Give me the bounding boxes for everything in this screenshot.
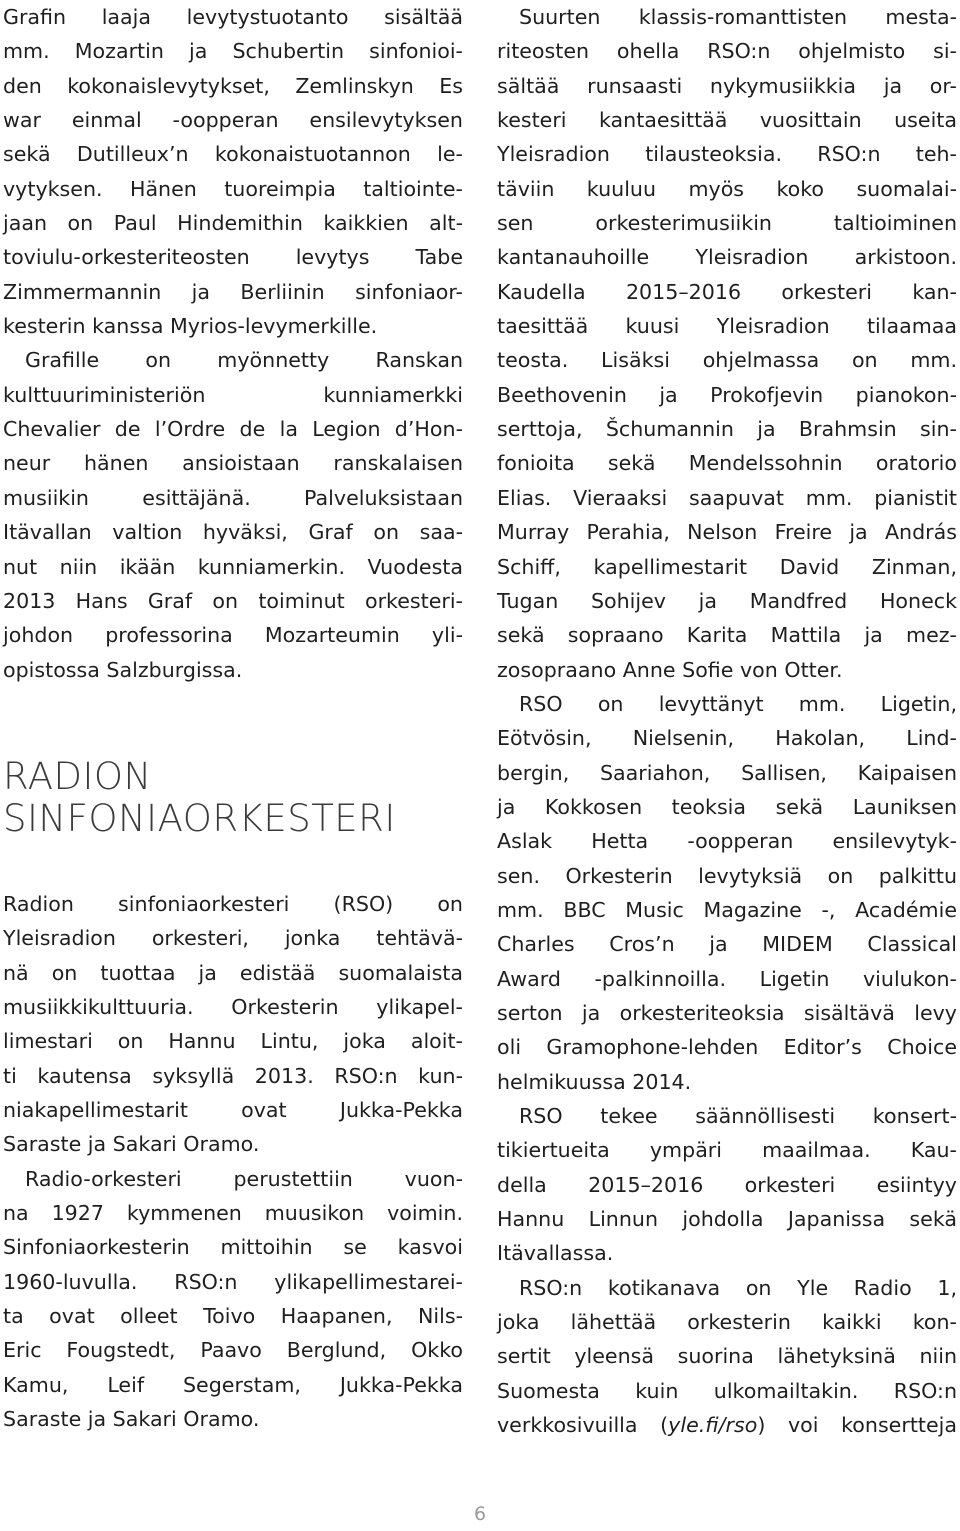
text-line: Kamu, Leif Segerstam, Jukka-Pekka: [3, 1372, 463, 1397]
text-line: ja Kokkosen teoksia sekä Launiksen: [497, 794, 957, 819]
text-line: Suurten klassis-romanttisten mesta-: [519, 5, 957, 29]
text-line: nä on tuottaa ja edistää suomalaista: [3, 960, 463, 985]
text-line: Tugan Sohijev ja Mandfred Honeck: [497, 588, 957, 613]
paragraph-rso-recordings: [497, 687, 957, 1099]
text-line: teosta. Lisäksi ohjelmassa on mm.: [497, 348, 957, 373]
text-line: riteosten ohella RSO:n ohjelmisto si-: [497, 39, 957, 64]
text-line: Kaudella 2015–2016 orkesteri kan-: [497, 279, 957, 304]
text-line: Itävallassa.: [497, 1241, 614, 1266]
text-line: war einmal -oopperan ensilevytyksen: [3, 108, 463, 133]
text-line: Hannu Linnun johdolla Japanissa sekä: [497, 1207, 957, 1232]
text-line: johdon professorina Mozarteumin yli-: [3, 623, 463, 648]
text-line: sältää runsaasti nykymusiikkia ja or-: [497, 73, 957, 98]
text-line: [497, 1408, 957, 1442]
text-line: den kokonaislevytykset, Zemlinskyn Es: [3, 73, 463, 98]
text-line: musiikin esittäjänä. Palveluksistaan: [3, 485, 463, 510]
text-line: Eric Fougstedt, Paavo Berglund, Okko: [3, 1338, 463, 1363]
text-line: Yleisradion orkesteri, jonka tehtävä-: [3, 926, 463, 951]
text-line: sen orkesterimusiikin taltioiminen: [497, 211, 957, 236]
text-line: joka lähettää orkesterin kaikki kon-: [497, 1310, 957, 1335]
text-line: della 2015–2016 orkesteri esiintyy: [497, 1172, 957, 1197]
text-line: Yleisradion tilausteoksia. RSO:n teh-: [497, 142, 957, 167]
text-line: Itävallan valtion hyväksi, Graf on saa-: [3, 520, 463, 545]
text-line: Murray Perahia, Nelson Freire ja András: [497, 520, 957, 545]
text-line: musiikkikulttuuria. Orkesterin ylikapel-: [3, 995, 463, 1020]
text-line: serton ja orkesteriteoksia sisältävä levy: [497, 1000, 957, 1025]
paragraph-rso-repertoire: [497, 0, 957, 687]
text-fragment: verkkosivuilla (: [497, 1413, 669, 1438]
text-line: Eötvösin, Nielsenin, Hakolan, Lind-: [497, 726, 957, 751]
text-line: jaan on Paul Hindemithin kaikkien alt-: [3, 211, 463, 236]
paragraph-graf-honours: [3, 343, 463, 686]
left-column-lower: [3, 887, 463, 1437]
section-heading: [3, 756, 396, 840]
text-line: oli Gramophone-lehden Editor’s Choice: [497, 1035, 957, 1060]
left-column: [3, 0, 463, 687]
text-line: mm. Mozartin ja Schubertin sinfonioi-: [3, 39, 463, 64]
text-fragment: ) voi konsertteja: [757, 1413, 957, 1438]
paragraph-rso-intro: [3, 887, 463, 1162]
text-line: sertit yleensä suorina lähetyksinä niin: [497, 1344, 957, 1369]
text-line: ti kautensa syksyllä 2013. RSO:n kun-: [3, 1063, 463, 1088]
text-line: Grafin laaja levytystuotanto sisältää: [3, 5, 463, 29]
text-line: Award -palkinnoilla. Ligetin viulukon-: [497, 966, 957, 991]
text-line: Radion sinfoniaorkesteri (RSO) on: [3, 892, 463, 916]
text-line: Saraste ja Sakari Oramo.: [3, 1132, 260, 1157]
text-line: RSO on levyttänyt mm. Ligetin,: [519, 691, 957, 716]
text-line: neur hänen ansioistaan ranskalaisen: [3, 451, 463, 476]
text-line: kulttuuriministeriön kunniamerkki: [3, 382, 463, 407]
text-line: ta ovat olleet Toivo Haapanen, Nils-: [3, 1304, 463, 1329]
text-line: tikiertueita ympäri maailmaa. Kau-: [497, 1138, 957, 1163]
heading-line: RADION: [3, 755, 152, 798]
paragraph-rso-tours: [497, 1099, 957, 1271]
text-line: Elias. Vieraaksi saapuvat mm. pianistit: [497, 485, 957, 510]
paragraph-rso-channel: [497, 1271, 957, 1443]
text-line: bergin, Saariahon, Sallisen, Kaipaisen: [497, 760, 957, 785]
text-line: kantanauhoille Yleisradion arkistoon.: [497, 245, 957, 270]
text-line: Schiff, kapellimestarit David Zinman,: [497, 554, 957, 579]
text-line: Chevalier de l’Ordre de la Legion d’Hon-: [3, 417, 463, 442]
text-line: niakapellimestarit ovat Jukka-Pekka: [3, 1098, 463, 1123]
text-line: limestari on Hannu Lintu, joka aloit-: [3, 1029, 463, 1054]
text-line: 2013 Hans Graf on toiminut orkesteri-: [3, 588, 463, 613]
text-line: Suomesta kuin ulkomailtakin. RSO:n: [497, 1378, 957, 1403]
text-line: mm. BBC Music Magazine -, Académie: [497, 897, 957, 922]
paragraph-rso-history: [3, 1162, 463, 1437]
text-line: serttoja, Šchumannin ja Brahmsin sin-: [497, 417, 957, 442]
heading-line: SINFONIAORKESTERI: [3, 797, 396, 840]
text-line: nut niin ikään kunniamerkin. Vuodesta: [3, 554, 463, 579]
text-line: 1960-luvulla. RSO:n ylikapellimestarei-: [3, 1269, 463, 1294]
text-line: taesittää kuusi Yleisradion tilaamaa: [497, 314, 957, 339]
text-line: Beethovenin ja Prokofjevin pianokon-: [497, 382, 957, 407]
text-line: fonioita sekä Mendelssohnin oratorio: [497, 451, 957, 476]
text-line: kesteri kantaesittää vuosittain useita: [497, 108, 957, 133]
text-line: Sinfoniaorkesterin mittoihin se kasvoi: [3, 1235, 463, 1260]
text-line: Zimmermannin ja Berliinin sinfoniaor-: [3, 279, 463, 304]
text-line: täviin kuuluu myös koko suomalai-: [497, 176, 957, 201]
website-link[interactable]: yle.fi/rso: [668, 1413, 758, 1438]
text-line: RSO tekee säännöllisesti konsert-: [519, 1104, 957, 1128]
text-line: Aslak Hetta -oopperan ensilevytyk-: [497, 829, 957, 854]
text-line: Grafille on myönnetty Ranskan: [25, 348, 463, 373]
text-line: Saraste ja Sakari Oramo.: [3, 1407, 260, 1432]
page-number: 6: [473, 1503, 487, 1525]
text-line: RSO:n kotikanava on Yle Radio 1,: [519, 1275, 957, 1300]
text-line: opistossa Salzburgissa.: [3, 657, 243, 682]
text-line: sekä Dutilleux’n kokonaistuotannon le-: [3, 142, 463, 167]
text-line: Radio-orkesteri perustettiin vuon-: [25, 1166, 463, 1191]
text-line: kesterin kanssa Myrios-levymerkille.: [3, 314, 378, 339]
text-line: helmikuussa 2014.: [497, 1069, 692, 1094]
text-line: zosopraano Anne Sofie von Otter.: [497, 657, 843, 682]
text-line: na 1927 kymmenen muusikon voimin.: [3, 1201, 463, 1226]
text-line: sekä sopraano Karita Mattila ja mez-: [497, 623, 957, 648]
paragraph-graf-recordings: [3, 0, 463, 343]
text-line: toviulu-orkesteriteosten levytys Tabe: [3, 245, 463, 270]
text-line: Charles Cros’n ja MIDEM Classical: [497, 932, 957, 957]
text-line: sen. Orkesterin levytyksiä on palkittu: [497, 863, 957, 888]
text-line: vytyksen. Hänen tuoreimpia taltiointe-: [3, 176, 463, 201]
right-column: [497, 0, 957, 1442]
